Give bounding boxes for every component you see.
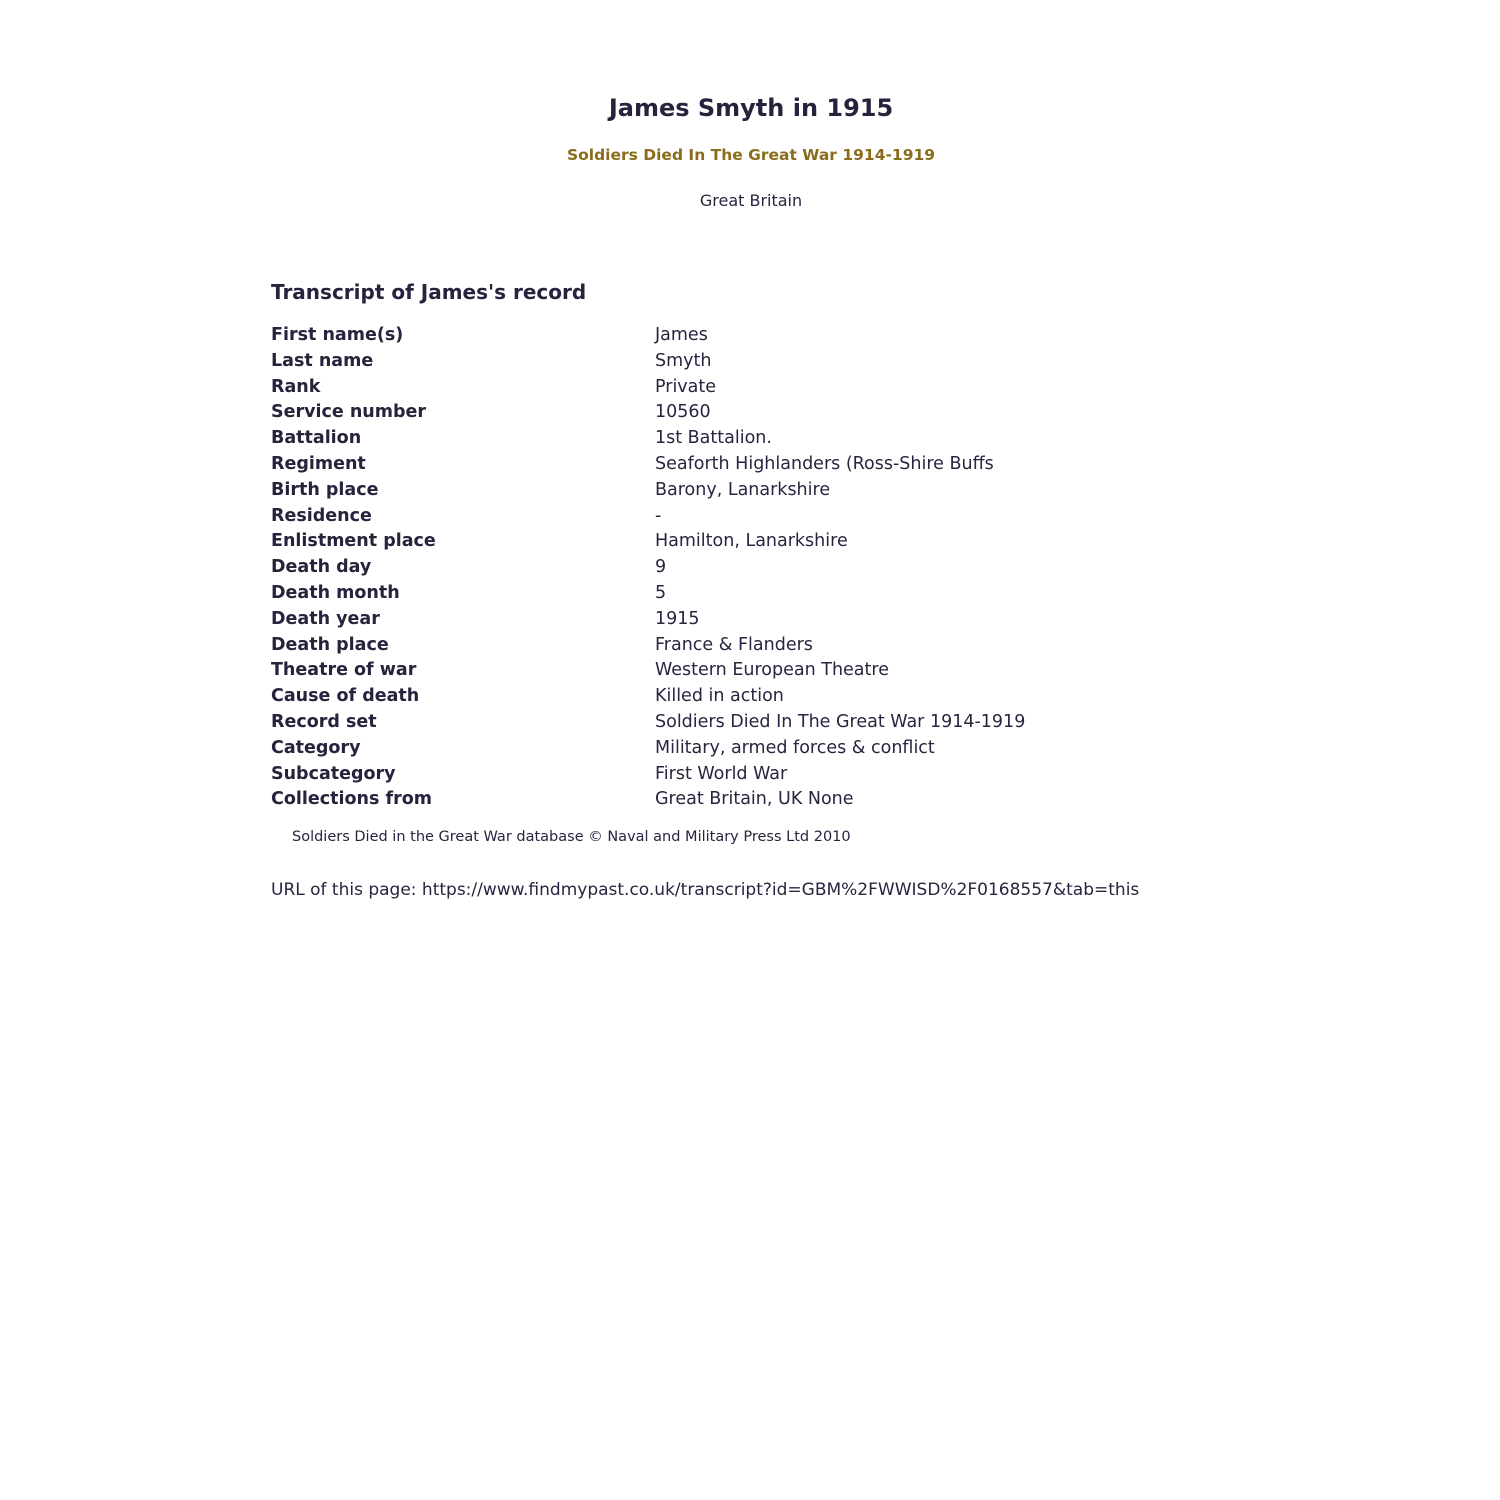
field-label: Battalion: [271, 428, 362, 449]
field-label: Last name: [271, 350, 374, 371]
field-value: First World War: [655, 763, 788, 784]
field-label: Category: [271, 737, 361, 758]
transcript-row: [271, 375, 1025, 401]
field-label: Death month: [271, 582, 400, 603]
field-label: Death year: [271, 608, 380, 629]
field-label: Cause of death: [271, 686, 420, 707]
transcript-table: [271, 323, 1025, 813]
field-value: Soldiers Died In The Great War 1914-1919: [655, 711, 1026, 732]
transcript-row: [271, 400, 1025, 426]
transcript-row: [271, 787, 1025, 813]
field-value: 9: [655, 557, 667, 578]
field-value: 10560: [655, 402, 711, 423]
field-value: Military, armed forces & conflict: [655, 737, 935, 758]
transcript-row: [271, 452, 1025, 478]
transcript-row: [271, 349, 1025, 375]
field-label: Collections from: [271, 789, 432, 810]
record-set-subtitle: Soldiers Died In The Great War 1914-1919: [566, 146, 936, 164]
transcript-row: [271, 607, 1025, 633]
transcript-row: [271, 684, 1025, 710]
field-value: 1915: [655, 608, 700, 629]
page-title: James Smyth in 1915: [608, 94, 894, 122]
field-label: Theatre of war: [271, 660, 417, 681]
transcript-row: [271, 633, 1025, 659]
field-value: Smyth: [655, 350, 712, 371]
transcript-row: [271, 529, 1025, 555]
field-value: 1st Battalion.: [655, 428, 772, 449]
field-value: Barony, Lanarkshire: [655, 479, 831, 500]
field-value: Killed in action: [655, 686, 784, 707]
field-value: Western European Theatre: [655, 660, 889, 681]
field-label: Record set: [271, 711, 377, 732]
field-label: Rank: [271, 376, 321, 397]
transcript-row: [271, 478, 1025, 504]
transcript-row: [271, 581, 1025, 607]
transcript-heading: Transcript of James's record: [271, 280, 587, 304]
field-label: First name(s): [271, 325, 404, 345]
field-label: Residence: [271, 505, 372, 526]
transcript-row: [271, 658, 1025, 684]
field-value: 5: [655, 582, 667, 603]
copyright-notice: Soldiers Died in the Great War database © Naval and Military Press Ltd 2010: [292, 829, 851, 845]
field-value: Hamilton, Lanarkshire: [655, 531, 848, 552]
field-label: Death place: [271, 634, 389, 655]
transcript-rows: [271, 323, 1025, 813]
field-value: James: [655, 325, 708, 345]
field-label: Birth place: [271, 479, 379, 500]
field-value: Private: [655, 376, 717, 397]
field-label: Death day: [271, 557, 372, 578]
transcript-row: [271, 323, 1025, 349]
transcript-row: [271, 426, 1025, 452]
transcript-row: [271, 504, 1025, 530]
transcript-row: [271, 736, 1025, 762]
transcript-row: [271, 762, 1025, 788]
page-url-text: URL of this page: https://www.findmypast.co.uk/transcript?id=GBM%2FWWISD%2F0168557&tab=this: [271, 880, 1140, 900]
field-value: France & Flanders: [655, 634, 813, 655]
field-label: Regiment: [271, 453, 366, 474]
field-label: Subcategory: [271, 763, 396, 784]
transcript-row: [271, 555, 1025, 581]
field-value: Seaforth Highlanders (Ross-Shire Buffs: [655, 453, 994, 474]
country-label: Great Britain: [699, 191, 803, 210]
field-value: Great Britain, UK None: [655, 789, 854, 810]
field-label: Service number: [271, 402, 427, 423]
field-label: Enlistment place: [271, 531, 436, 552]
field-value: -: [655, 505, 662, 526]
transcript-row: [271, 710, 1025, 736]
